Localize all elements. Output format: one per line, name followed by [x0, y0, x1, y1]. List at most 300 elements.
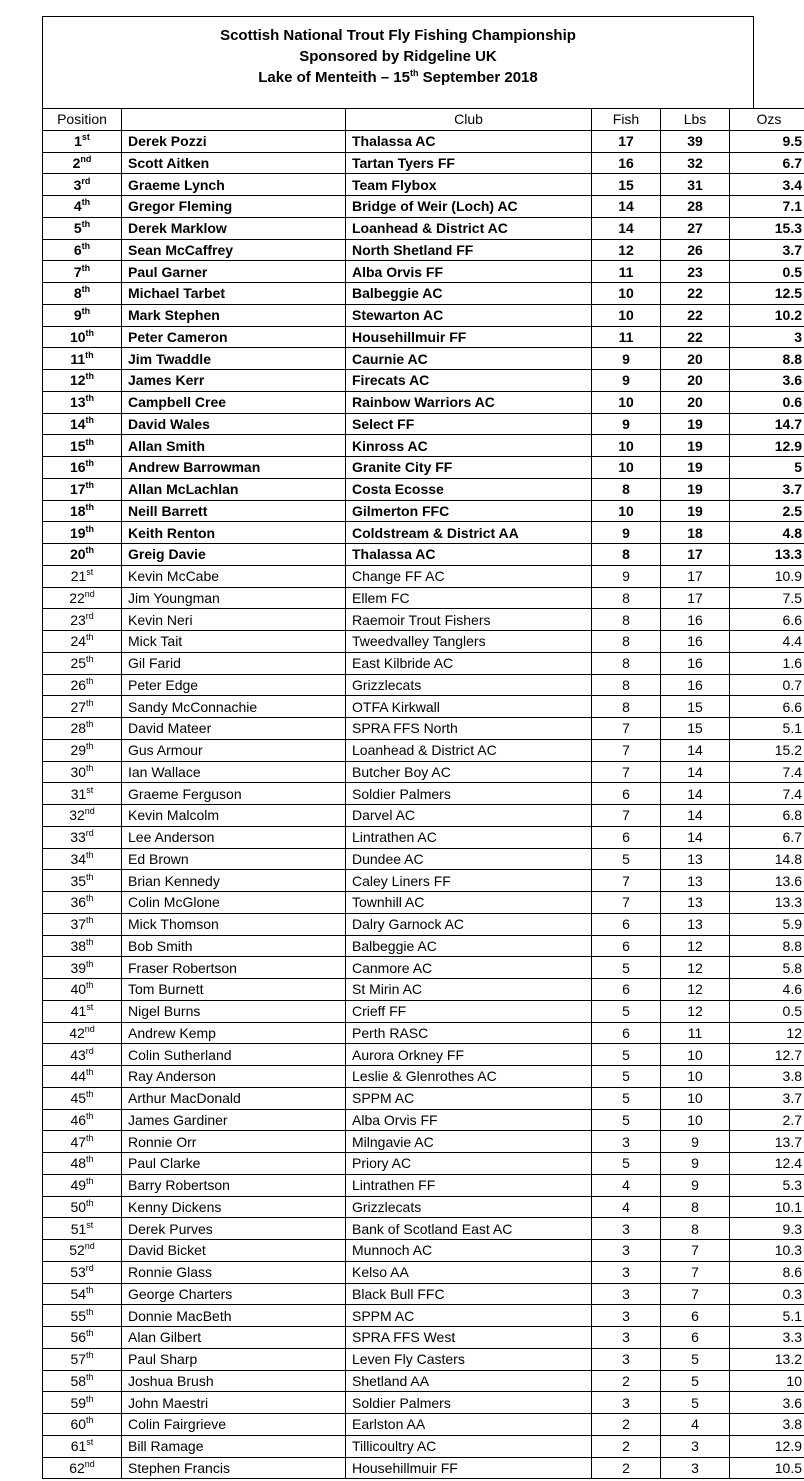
results-sheet [42, 16, 802, 1479]
angler-name: James Gardiner [122, 1109, 346, 1131]
table-row [43, 1174, 804, 1196]
club-name: Shetland AA [346, 1370, 592, 1392]
angler-name: John Maestri [122, 1392, 346, 1414]
table-row [43, 826, 804, 848]
club-name: Granite City FF [346, 457, 592, 479]
angler-name: Ian Wallace [122, 761, 346, 783]
club-name: Canmore AC [346, 957, 592, 979]
weight-lbs: 7 [661, 1283, 730, 1305]
club-name: Coldstream & District AA [346, 522, 592, 544]
fish-count: 8 [592, 696, 661, 718]
weight-lbs: 11 [661, 1022, 730, 1044]
fish-count: 6 [592, 1022, 661, 1044]
position-suffix: th [86, 1415, 94, 1426]
position-cell [43, 1348, 122, 1370]
col-header-club: Club [346, 109, 592, 131]
position-number: 15 [69, 437, 86, 454]
position-suffix: th [85, 414, 95, 425]
table-row [43, 696, 804, 718]
angler-name: Neill Barrett [122, 500, 346, 522]
fish-count: 8 [592, 478, 661, 500]
weight-ozs: 15.3 [730, 217, 804, 239]
position-cell [43, 783, 122, 805]
position-number: 60 [70, 1416, 87, 1433]
weight-lbs: 5 [661, 1348, 730, 1370]
club-name: Aurora Orkney FF [346, 1044, 592, 1066]
position-number: 21 [70, 568, 87, 585]
position-suffix: th [85, 545, 95, 556]
weight-lbs: 19 [661, 457, 730, 479]
weight-ozs: 5.1 [730, 1305, 804, 1327]
weight-lbs: 10 [661, 1066, 730, 1088]
weight-ozs: 6.8 [730, 805, 804, 827]
weight-lbs: 22 [661, 304, 730, 326]
weight-ozs: 3.3 [730, 1327, 804, 1349]
table-row [43, 935, 804, 957]
angler-name: Paul Clarke [122, 1153, 346, 1175]
position-suffix: rd [85, 610, 94, 621]
header-row [43, 109, 804, 131]
table-row [43, 609, 804, 631]
weight-ozs: 5.1 [730, 718, 804, 740]
club-name: Raemoir Trout Fishers [346, 609, 592, 631]
position-cell [43, 979, 122, 1001]
position-cell [43, 217, 122, 239]
fish-count: 10 [592, 457, 661, 479]
table-row [43, 1327, 804, 1349]
weight-ozs: 6.7 [730, 826, 804, 848]
fish-count: 11 [592, 326, 661, 348]
weight-lbs: 19 [661, 413, 730, 435]
weight-lbs: 8 [661, 1218, 730, 1240]
club-name: Dundee AC [346, 848, 592, 870]
position-number: 57 [70, 1351, 87, 1368]
position-suffix: rd [85, 828, 94, 839]
table-row [43, 1283, 804, 1305]
club-name: Firecats AC [346, 370, 592, 392]
angler-name: David Bicket [122, 1240, 346, 1262]
fish-count: 3 [592, 1327, 661, 1349]
weight-ozs: 6.7 [730, 152, 804, 174]
position-suffix: th [86, 915, 94, 926]
table-row [43, 283, 804, 305]
weight-lbs: 8 [661, 1196, 730, 1218]
position-suffix: th [86, 697, 94, 708]
angler-name: Scott Aitken [122, 152, 346, 174]
weight-ozs: 0.3 [730, 1283, 804, 1305]
weight-lbs: 10 [661, 1044, 730, 1066]
position-cell [43, 1153, 122, 1175]
position-number: 18 [69, 502, 86, 519]
angler-name: Arthur MacDonald [122, 1087, 346, 1109]
table-row [43, 413, 804, 435]
position-number: 1 [74, 133, 82, 150]
angler-name: Kenny Dickens [122, 1196, 346, 1218]
club-name: Thalassa AC [346, 130, 592, 152]
weight-lbs: 13 [661, 892, 730, 914]
table-row [43, 304, 804, 326]
table-row [43, 348, 804, 370]
table-row [43, 1414, 804, 1436]
table-row [43, 1370, 804, 1392]
sponsor-line: Sponsored by Ridgeline UK [299, 48, 497, 65]
club-name: SPPM AC [346, 1087, 592, 1109]
position-suffix: th [86, 1371, 94, 1382]
table-row [43, 913, 804, 935]
fish-count: 4 [592, 1196, 661, 1218]
position-cell [43, 609, 122, 631]
position-cell [43, 544, 122, 566]
angler-name: Joshua Brush [122, 1370, 346, 1392]
club-name: Caurnie AC [346, 348, 592, 370]
weight-ozs: 4.4 [730, 631, 804, 653]
table-row [43, 718, 804, 740]
angler-name: Peter Edge [122, 674, 346, 696]
weight-lbs: 6 [661, 1305, 730, 1327]
position-cell [43, 152, 122, 174]
position-cell [43, 1131, 122, 1153]
angler-name: Bill Ramage [122, 1435, 346, 1457]
weight-lbs: 5 [661, 1392, 730, 1414]
weight-lbs: 3 [661, 1457, 730, 1479]
table-row [43, 130, 804, 152]
fish-count: 6 [592, 913, 661, 935]
weight-ozs: 9.3 [730, 1218, 804, 1240]
table-row [43, 1131, 804, 1153]
fish-count: 6 [592, 826, 661, 848]
weight-ozs: 8.8 [730, 935, 804, 957]
fish-count: 16 [592, 152, 661, 174]
fish-count: 5 [592, 1066, 661, 1088]
fish-count: 3 [592, 1348, 661, 1370]
weight-lbs: 20 [661, 370, 730, 392]
table-row [43, 805, 804, 827]
position-suffix: th [86, 871, 94, 882]
col-header-name [122, 109, 346, 131]
weight-ozs: 13.2 [730, 1348, 804, 1370]
weight-ozs: 8.6 [730, 1261, 804, 1283]
table-row [43, 522, 804, 544]
club-name: Kinross AC [346, 435, 592, 457]
table-row [43, 326, 804, 348]
position-cell [43, 826, 122, 848]
club-name: SPPM AC [346, 1305, 592, 1327]
position-number: 5 [73, 220, 82, 237]
position-cell [43, 718, 122, 740]
fish-count: 3 [592, 1261, 661, 1283]
angler-name: Bob Smith [122, 935, 346, 957]
position-suffix: th [86, 1067, 94, 1078]
fish-count: 10 [592, 500, 661, 522]
table-row [43, 1022, 804, 1044]
weight-ozs: 3.8 [730, 1414, 804, 1436]
weight-lbs: 15 [661, 718, 730, 740]
results-table [42, 108, 804, 1479]
fish-count: 11 [592, 261, 661, 283]
club-name: Stewarton AC [346, 304, 592, 326]
position-suffix: st [86, 1437, 94, 1448]
position-cell [43, 522, 122, 544]
table-row [43, 1240, 804, 1262]
position-number: 56 [70, 1329, 87, 1346]
weight-ozs: 12.7 [730, 1044, 804, 1066]
club-name: Perth RASC [346, 1022, 592, 1044]
fish-count: 3 [592, 1131, 661, 1153]
club-name: Priory AC [346, 1153, 592, 1175]
position-suffix: th [86, 958, 94, 969]
angler-name: Keith Renton [122, 522, 346, 544]
position-cell [43, 1435, 122, 1457]
position-cell [43, 130, 122, 152]
fish-count: 6 [592, 935, 661, 957]
position-suffix: th [81, 219, 91, 230]
weight-ozs: 3.8 [730, 1066, 804, 1088]
club-name: Alba Orvis FF [346, 261, 592, 283]
weight-ozs: 12.9 [730, 435, 804, 457]
fish-count: 5 [592, 1109, 661, 1131]
club-name: Munnoch AC [346, 1240, 592, 1262]
position-cell [43, 391, 122, 413]
position-number: 36 [70, 894, 87, 911]
club-name: Kelso AA [346, 1261, 592, 1283]
club-name: Earlston AA [346, 1414, 592, 1436]
position-number: 45 [70, 1090, 87, 1107]
weight-lbs: 7 [661, 1261, 730, 1283]
weight-lbs: 6 [661, 1327, 730, 1349]
weight-lbs: 17 [661, 587, 730, 609]
table-row [43, 196, 804, 218]
weight-ozs: 1.6 [730, 652, 804, 674]
club-name: Househillmuir FF [346, 326, 592, 348]
weight-ozs: 12 [730, 1022, 804, 1044]
position-suffix: nd [84, 1023, 95, 1034]
weight-lbs: 9 [661, 1153, 730, 1175]
weight-lbs: 20 [661, 348, 730, 370]
table-row [43, 979, 804, 1001]
weight-lbs: 3 [661, 1435, 730, 1457]
table-row [43, 565, 804, 587]
club-name: Thalassa AC [346, 544, 592, 566]
club-name: Loanhead & District AC [346, 217, 592, 239]
position-suffix: th [85, 501, 95, 512]
position-cell [43, 348, 122, 370]
position-suffix: rd [85, 1263, 94, 1274]
position-cell [43, 957, 122, 979]
weight-lbs: 28 [661, 196, 730, 218]
position-suffix: nd [84, 1458, 95, 1469]
position-suffix: th [86, 719, 94, 730]
club-name: Lintrathen AC [346, 826, 592, 848]
club-name: North Shetland FF [346, 239, 592, 261]
position-number: 20 [69, 546, 86, 563]
angler-name: Gil Farid [122, 652, 346, 674]
table-row [43, 870, 804, 892]
club-name: OTFA Kirkwall [346, 696, 592, 718]
fish-count: 5 [592, 848, 661, 870]
table-row [43, 1261, 804, 1283]
table-row [43, 957, 804, 979]
position-cell [43, 326, 122, 348]
angler-name: Kevin Neri [122, 609, 346, 631]
weight-ozs: 10.2 [730, 304, 804, 326]
position-cell [43, 413, 122, 435]
fish-count: 10 [592, 283, 661, 305]
weight-lbs: 27 [661, 217, 730, 239]
position-suffix: th [86, 1350, 94, 1361]
weight-ozs: 0.6 [730, 391, 804, 413]
position-number: 54 [70, 1285, 87, 1302]
fish-count: 9 [592, 370, 661, 392]
club-name: Househillmuir FF [346, 1457, 592, 1479]
position-number: 61 [70, 1438, 87, 1455]
club-name: Bridge of Weir (Loch) AC [346, 196, 592, 218]
angler-name: Brian Kennedy [122, 870, 346, 892]
fish-count: 7 [592, 870, 661, 892]
position-cell [43, 1457, 122, 1479]
position-cell [43, 674, 122, 696]
angler-name: Jim Twaddle [122, 348, 346, 370]
position-suffix: th [81, 262, 91, 273]
club-name: Grizzlecats [346, 674, 592, 696]
weight-ozs: 14.7 [730, 413, 804, 435]
table-row [43, 892, 804, 914]
position-cell [43, 1087, 122, 1109]
position-number: 43 [70, 1046, 86, 1063]
weight-ozs: 10.9 [730, 565, 804, 587]
weight-lbs: 14 [661, 739, 730, 761]
fish-count: 8 [592, 544, 661, 566]
angler-name: Mick Thomson [122, 913, 346, 935]
club-name: Select FF [346, 413, 592, 435]
table-row [43, 152, 804, 174]
club-name: St Mirin AC [346, 979, 592, 1001]
position-cell [43, 304, 122, 326]
results-body [43, 130, 804, 1479]
position-number: 12 [69, 372, 86, 389]
angler-name: Derek Purves [122, 1218, 346, 1240]
position-suffix: nd [84, 806, 95, 817]
table-row [43, 261, 804, 283]
position-cell [43, 652, 122, 674]
position-number: 37 [70, 916, 87, 933]
position-cell [43, 1218, 122, 1240]
position-number: 50 [70, 1198, 87, 1215]
weight-ozs: 3.7 [730, 1087, 804, 1109]
weight-ozs: 2.5 [730, 500, 804, 522]
weight-lbs: 20 [661, 391, 730, 413]
weight-ozs: 0.7 [730, 674, 804, 696]
weight-lbs: 10 [661, 1087, 730, 1109]
table-row [43, 1044, 804, 1066]
position-suffix: th [85, 349, 94, 360]
angler-name: Donnie MacBeth [122, 1305, 346, 1327]
angler-name: Mark Stephen [122, 304, 346, 326]
position-cell [43, 370, 122, 392]
position-cell [43, 761, 122, 783]
weight-lbs: 12 [661, 957, 730, 979]
table-row [43, 652, 804, 674]
position-suffix: th [85, 327, 95, 338]
position-number: 7 [73, 263, 82, 280]
position-number: 46 [70, 1111, 87, 1128]
fish-count: 8 [592, 652, 661, 674]
table-row [43, 1457, 804, 1479]
fish-count: 5 [592, 1087, 661, 1109]
fish-count: 7 [592, 718, 661, 740]
position-number: 51 [70, 1220, 87, 1237]
weight-lbs: 19 [661, 478, 730, 500]
position-suffix: nd [84, 588, 95, 599]
weight-ozs: 5.3 [730, 1174, 804, 1196]
angler-name: Tom Burnett [122, 979, 346, 1001]
fish-count: 7 [592, 805, 661, 827]
weight-lbs: 17 [661, 565, 730, 587]
weight-ozs: 4.8 [730, 522, 804, 544]
position-suffix: th [86, 1154, 94, 1165]
position-suffix: th [86, 980, 94, 991]
table-row [43, 1000, 804, 1022]
position-number: 19 [69, 524, 86, 541]
position-suffix: th [85, 371, 95, 382]
position-cell [43, 174, 122, 196]
weight-lbs: 16 [661, 631, 730, 653]
fish-count: 7 [592, 892, 661, 914]
position-cell [43, 935, 122, 957]
weight-lbs: 7 [661, 1240, 730, 1262]
weight-ozs: 3.6 [730, 370, 804, 392]
position-number: 33 [70, 829, 86, 846]
weight-ozs: 3.4 [730, 174, 804, 196]
position-number: 49 [70, 1177, 87, 1194]
weight-lbs: 9 [661, 1131, 730, 1153]
club-name: Loanhead & District AC [346, 739, 592, 761]
weight-ozs: 5.8 [730, 957, 804, 979]
weight-lbs: 13 [661, 870, 730, 892]
table-row [43, 478, 804, 500]
position-number: 31 [70, 785, 87, 802]
position-cell [43, 1196, 122, 1218]
club-name: Milngavie AC [346, 1131, 592, 1153]
weight-ozs: 6.6 [730, 696, 804, 718]
angler-name: Allan McLachlan [122, 478, 346, 500]
position-number: 55 [70, 1307, 87, 1324]
angler-name: Graeme Ferguson [122, 783, 346, 805]
weight-lbs: 16 [661, 674, 730, 696]
position-number: 9 [73, 307, 82, 324]
position-suffix: th [86, 1089, 94, 1100]
title-block [42, 16, 754, 108]
table-row [43, 1153, 804, 1175]
angler-name: Jim Youngman [122, 587, 346, 609]
position-number: 6 [73, 241, 82, 258]
position-number: 26 [70, 676, 87, 693]
fish-count: 7 [592, 761, 661, 783]
table-row [43, 1087, 804, 1109]
club-name: Tartan Tyers FF [346, 152, 592, 174]
position-suffix: th [86, 1393, 94, 1404]
position-suffix: th [86, 849, 94, 860]
weight-lbs: 14 [661, 761, 730, 783]
position-suffix: th [81, 284, 91, 295]
fish-count: 10 [592, 435, 661, 457]
angler-name: Ed Brown [122, 848, 346, 870]
weight-ozs: 5.9 [730, 913, 804, 935]
position-cell [43, 196, 122, 218]
position-suffix: nd [84, 1241, 95, 1252]
weight-lbs: 23 [661, 261, 730, 283]
table-row [43, 739, 804, 761]
fish-count: 2 [592, 1414, 661, 1436]
